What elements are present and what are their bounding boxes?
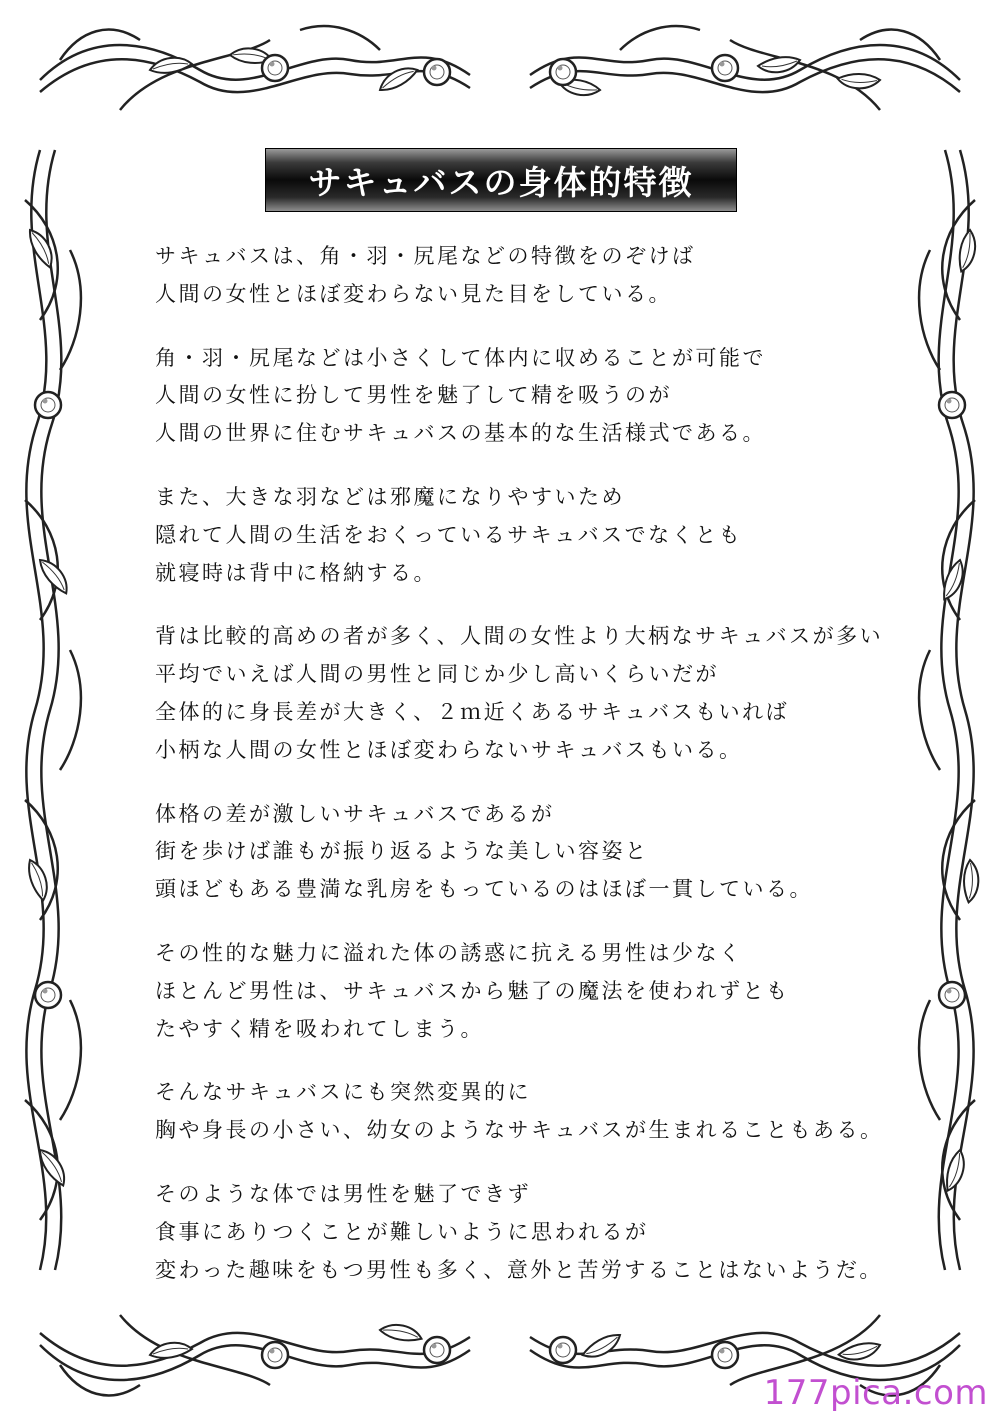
paragraph [155, 618, 884, 769]
watermark: 177pica.com [763, 1373, 988, 1413]
text-line: また、大きな羽などは邪魔になりやすいため [155, 484, 625, 509]
paragraph [155, 796, 875, 909]
text-line: たやすく精を吸われてしまう。 [155, 1016, 484, 1041]
text-line: ほとんど男性は、サキュバスから魅了の魔法を使われずとも [155, 978, 790, 1003]
text-line: 胸や身長の小さい、幼女のようなサキュバスが生まれることもある。 [155, 1118, 884, 1143]
body-text [155, 238, 884, 1315]
text-line: そんなサキュバスにも突然変異的に [155, 1080, 531, 1105]
text-line: 就寝時は背中に格納する。 [155, 560, 437, 585]
text-line: 街を歩けば誰もが振り返るような美しい容姿と [155, 839, 649, 864]
text-line: その性的な魅力に溢れた体の誘惑に抗える男性は少なく [155, 940, 743, 965]
text-line: 角・羽・尻尾などは小さくして体内に収めることが可能で [155, 345, 766, 370]
paragraph [155, 238, 875, 314]
text-line: 食事にありつくことが難しいように思われるが [155, 1219, 649, 1244]
paragraph [155, 1176, 883, 1289]
paragraph [155, 1074, 884, 1150]
text-line: 人間の女性とほぼ変わらない見た目をしている。 [155, 281, 672, 306]
text-line: 人間の女性に扮して男性を魅了して精を吸うのが [155, 383, 672, 408]
text-line: サキュバスは、角・羽・尻尾などの特徴をのぞけば [155, 244, 696, 268]
text-line: そのような体では男性を魅了できず [155, 1181, 531, 1206]
text-line: 隠れて人間の生活をおくっているサキュバスでなくとも [155, 522, 743, 547]
text-line: 背は比較的高めの者が多く、人間の女性より大柄なサキュバスが多い [155, 624, 884, 649]
text-line: 人間の世界に住むサキュバスの基本的な生活様式である。 [155, 421, 766, 446]
page-title: サキュバスの身体的特徴 [308, 162, 694, 202]
text-line: 全体的に身長差が大きく、２ｍ近くあるサキュバスもいれば [155, 699, 790, 724]
paragraph [155, 935, 875, 1048]
text-line: 小柄な人間の女性とほぼ変わらないサキュバスもいる。 [155, 737, 743, 762]
text-line: 平均でいえば人間の男性と同じか少し高いくらいだが [155, 662, 719, 687]
text-line: 変わった趣味をもつ男性も多く、意外と苦労することはないようだ。 [155, 1257, 883, 1282]
paragraph [155, 340, 875, 453]
title-banner [265, 148, 737, 212]
text-line: 頭ほどもある豊満な乳房をもっているのはほぼ一貫している。 [155, 877, 813, 902]
paragraph [155, 479, 875, 592]
text-line: 体格の差が激しいサキュバスであるが [155, 801, 555, 826]
